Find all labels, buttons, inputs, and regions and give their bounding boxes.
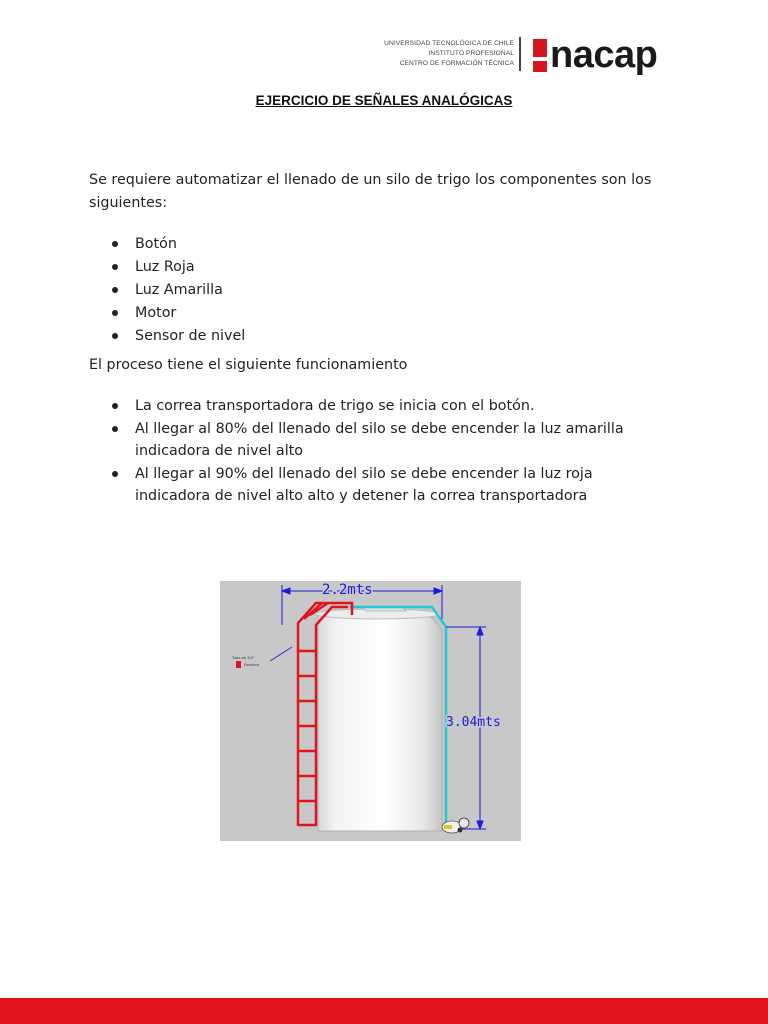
page-title: EJERCICIO DE SEÑALES ANALÓGICAS [255, 93, 513, 108]
list-item: Al llegar al 90% del llenado del silo se debe encender la luz roja indicadora de nivel alto alto y detener la correa transportadora [112, 463, 672, 508]
components-list [112, 233, 245, 348]
process-heading: El proceso tiene el siguiente funcionamiento [89, 357, 408, 373]
logo-text: nacap [550, 34, 658, 76]
small-label-marker [236, 661, 241, 668]
list-item: Luz Amarilla [112, 279, 245, 302]
intro-paragraph: Se requiere automatizar el llenado de un silo de trigo los componentes son los siguientes: [89, 172, 652, 211]
list-item: Motor [112, 302, 245, 325]
list-item: La correa transportadora de trigo se inicia con el botón. [112, 395, 672, 418]
institution-line: INSTITUTO PROFESIONAL [428, 50, 514, 57]
footer-bar [0, 998, 768, 1024]
width-label: 2.2mts [322, 582, 373, 598]
institution-name [384, 39, 514, 69]
height-label: 3.04mts [446, 715, 501, 730]
page-header [0, 36, 768, 84]
silo-body [318, 611, 442, 831]
header-divider [519, 37, 521, 71]
list-item: Botón [112, 233, 245, 256]
institution-line: CENTRO DE FORMACIÓN TÉCNICA [399, 60, 514, 67]
small-label: Escalera [244, 663, 260, 667]
list-item: Al llegar al 80% del llenado del silo se debe encender la luz amarilla indicadora de nivel alto [112, 418, 672, 463]
list-item: Sensor de nivel [112, 325, 245, 348]
logo-mark-icon [533, 39, 547, 72]
institution-line: UNIVERSIDAD TECNOLÓGICA DE CHILE [384, 40, 514, 47]
small-label: Tubo de 3/4" [232, 656, 255, 660]
silo-diagram [220, 581, 521, 841]
list-item: Luz Roja [112, 256, 245, 279]
process-steps-list [112, 395, 672, 508]
inacap-logo [533, 36, 657, 80]
